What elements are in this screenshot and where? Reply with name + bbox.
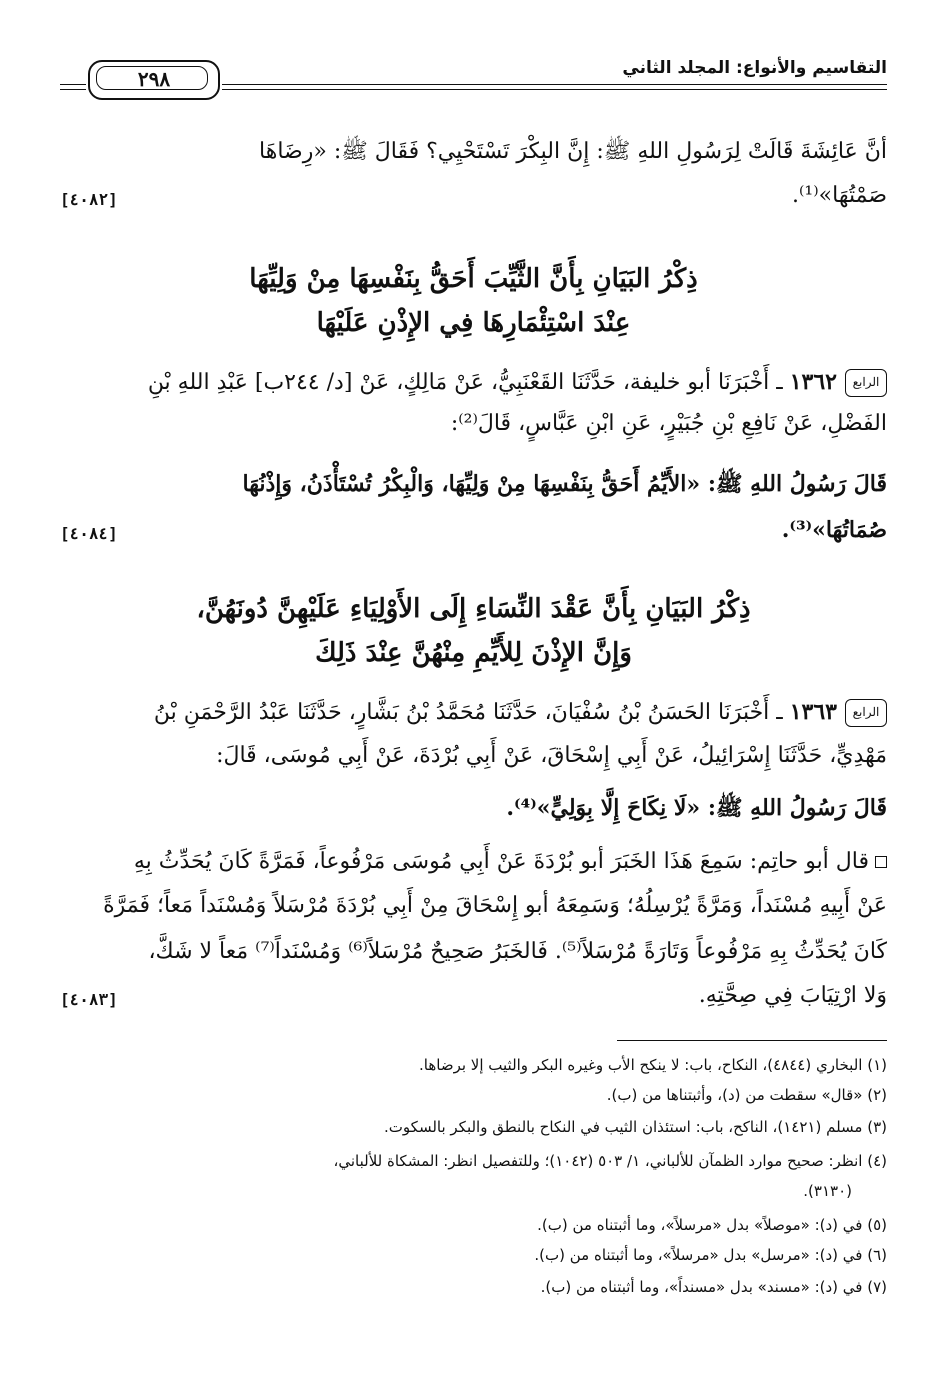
square-bullet-icon: [875, 856, 887, 868]
page-number: ٢٩٨: [137, 67, 171, 91]
footnote-separator: [617, 1040, 887, 1041]
section-heading: ذِكْرُ البَيَانِ بِأَنَّ الثَّيِّبَ أَحَقُّ بِنَفْسِهَا مِنْ وَلِيِّهَا: [249, 264, 698, 294]
reference-number: [٤٠٨٣]: [60, 990, 118, 1009]
hadith-number: ١٣٦٢: [789, 369, 837, 395]
text-line: صَمْتُهَا»⁽¹⁾. [٤٠٨٢]: [60, 182, 887, 210]
header-rule-left: [60, 84, 86, 85]
header-rule-2: [222, 89, 887, 90]
running-header-title: التقاسيم والأنواع: المجلد الثاني: [622, 58, 887, 78]
hadith-marker-icon: الرابع: [845, 369, 887, 397]
hadith-matn: قَالَ رَسُولُ اللهِ ﷺ: «الأَيِّمُ أَحَقُّ بِنَفْسِهَا مِنْ وَلِيِّهَا، وَالْبِكْرُ تُسْتَأْذَنُ، وَإِذْنُهَا: [242, 471, 887, 497]
footnote: (٧) في (د): «مسند» بدل «مسنداً»، وما أثبتناه من (ب).: [540, 1278, 887, 1296]
header-rule: [222, 84, 887, 85]
section-heading: وَإِنَّ الإِذْنَ لِلأَيِّمِ مِنْهُنَّ عِنْدَ ذَلِكَ: [315, 638, 632, 668]
footnote: (٦) في (د): «مرسل» بدل «مرسلاً»، وما أثبتناه من (ب).: [534, 1246, 887, 1264]
page-number-frame: [88, 60, 220, 100]
commentary-line: قال أبو حاتِم: سَمِعَ هَذَا الخَبَرَ أبو بُرْدَةَ عَنْ أَبِي مُوسَى مَرْفُوعاً، فَمَرَّةً كَانَ يُحَدِّثُ بِهِ: [60, 848, 887, 876]
hadith-line: صُمَاتُهَا»⁽³⁾. [٤٠٨٤]: [60, 516, 887, 544]
hadith-number: ١٣٦٣: [789, 699, 837, 725]
hadith-line: مَهْدِيٍّ، حَدَّثَنَا إِسْرَائِيلُ، عَنْ أَبِي إِسْحَاقَ، عَنْ أَبِي بُرْدَةَ، عَنْ أَبِي مُوسَى، قَالَ:: [216, 743, 887, 768]
footnote: (٤) انظر: صحيح موارد الظمآن للألباني، ١/ ٥٠٣ (١٠٤٢)؛ وللتفصيل انظر: المشكاة للألباني،: [333, 1152, 887, 1170]
footnote: (٣١٣٠).: [803, 1182, 852, 1200]
footnote: (١) البخاري (٤٨٤٤)، النكاح، باب: لا ينكح الأب وغيره البكر والثيب إلا برضاها.: [419, 1056, 887, 1074]
commentary-line: وَلا ارْتِيَابَ فِي صِحَّتِهِ. [٤٠٨٣]: [60, 982, 887, 1010]
commentary-line: عَنْ أَبِيهِ مُسْنَداً، وَمَرَّةً يُرْسِلُهُ؛ وَسَمِعَهُ أبو إِسْحَاقَ مِنْ أَبِي بُرْدَةَ مُرْسَلاً وَمُسْنَداً مَعاً؛ فَمَرَّةً: [103, 893, 887, 918]
footnote: (٥) في (د): «موصلاً» بدل «مرسلاً»، وما أثبتناه من (ب).: [537, 1216, 887, 1234]
hadith-marker-icon: الرابع: [845, 699, 887, 727]
hadith-line: الرابع١٣٦٣ ـ أَخْبَرَنَا الحَسَنُ بْنُ سُفْيَانَ، حَدَّثَنَا مُحَمَّدُ بْنُ بَشَّارٍ، حَدَّثَنَا عَبْدُ الرَّحْمَنِ بْنُ: [60, 698, 887, 727]
section-heading: ذِكْرُ البَيَانِ بِأَنَّ عَقْدَ النِّسَاءِ إِلَى الأَوْلِيَاءِ عَلَيْهِنَّ دُونَهُنَّ،: [196, 594, 751, 624]
hadith-line: الرابع١٣٦٢ ـ أَخْبَرَنَا أبو خليفة، حَدَّثَنَا القَعْنَبِيُّ، عَنْ مَالِكٍ، عَنْ [د/ ٢٤٤ب] عَبْدِ اللهِ بْنِ: [60, 368, 887, 397]
text-line: أنَّ عَائِشَةَ قَالَتْ لِرَسُولِ اللهِ ﷺ: إِنَّ البِكْرَ تَسْتَحْيِي؟ فَقَالَ ﷺ: «رِضَاهَا: [259, 139, 887, 164]
reference-number: [٤٠٨٤]: [60, 524, 118, 543]
section-heading: عِنْدَ اسْتِئْمَارِهَا فِي الإِذْنِ عَلَيْهَا: [316, 308, 631, 338]
hadith-line: الفَضْلِ، عَنْ نَافِعِ بْنِ جُبَيْرٍ، عَنِ ابْنِ عَبَّاسٍ، قَالَ⁽²⁾:: [450, 411, 887, 436]
commentary-line: كَانَ يُحَدِّثُ بِهِ مَرْفُوعاً وَتَارَةً مُرْسَلاً⁽⁵⁾. فَالخَبَرُ صَحِيحٌ مُرْسَلاً⁽⁶⁾ وَمُسْنَداً⁽⁷⁾ مَعاً لا شَكَّ،: [148, 939, 887, 964]
footnote: (٢) «قال» سقطت من (د)، وأثبتناها من (ب).: [606, 1086, 887, 1104]
reference-number: [٤٠٨٢]: [60, 190, 118, 209]
footnote: (٣) مسلم (١٤٢١)، الناكح، باب: استئذان الثيب في النكاح بالنطق والبكر بالسكوت.: [384, 1118, 887, 1136]
header-rule-left-2: [60, 89, 86, 90]
hadith-matn: قَالَ رَسُولُ اللهِ ﷺ: «لَا نِكَاحَ إِلَّا بِوَلِيٍّ»⁽⁴⁾.: [506, 795, 887, 821]
